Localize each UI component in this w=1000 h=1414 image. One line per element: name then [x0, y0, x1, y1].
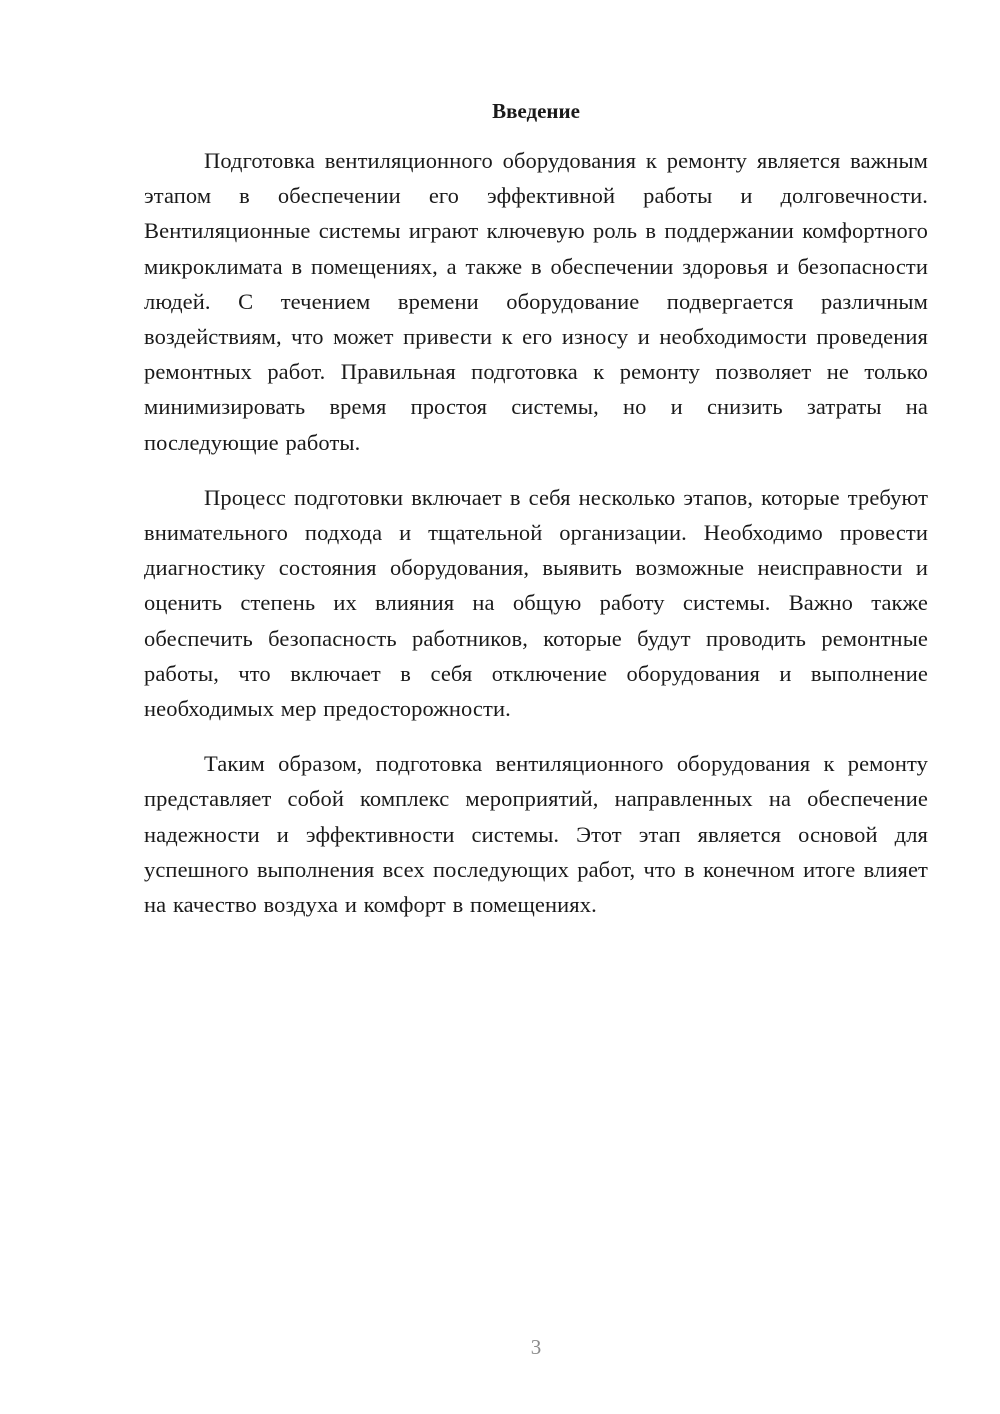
- paragraph-1: Подготовка вентиляционного оборудования к ремонту является важным этапом в обеспечении его эффективной работы и долговечности. Вентиляционные системы играют ключевую роль в поддержании комфортного микроклимата в помещениях, а также в обеспечении здоровья и безопасности людей. С течением времени оборудование подвергается различным воздействиям, что может привести к его износу и необходимости проведения ремонтных работ. Правильная подготовка к ремонту позволяет не только минимизировать время простоя системы, но и снизить затраты на последующие работы.: [144, 148, 928, 455]
- page-title: Введение: [492, 99, 580, 123]
- paragraph-3: Таким образом, подготовка вентиляционного оборудования к ремонту представляет собой комплекс мероприятий, направленных на обеспечение надежности и эффективности системы. Этот этап является основой для успешного выполнения всех последующих работ, что в конечном итоге влияет на качество воздуха и комфорт в помещениях.: [144, 751, 928, 918]
- body-text: [144, 143, 928, 942]
- paragraph-2: Процесс подготовки включает в себя несколько этапов, которые требуют внимательного подхода и тщательной организации. Необходимо провести диагностику состояния оборудования, выявить возможные неисправности и оценить степень их влияния на общую работу системы. Важно также обеспечить безопасность работников, которые будут проводить ремонтные работы, что включает в себя отключение оборудования и выполнение необходимых мер предосторожности.: [144, 484, 928, 722]
- page-number: 3: [530, 1335, 542, 1359]
